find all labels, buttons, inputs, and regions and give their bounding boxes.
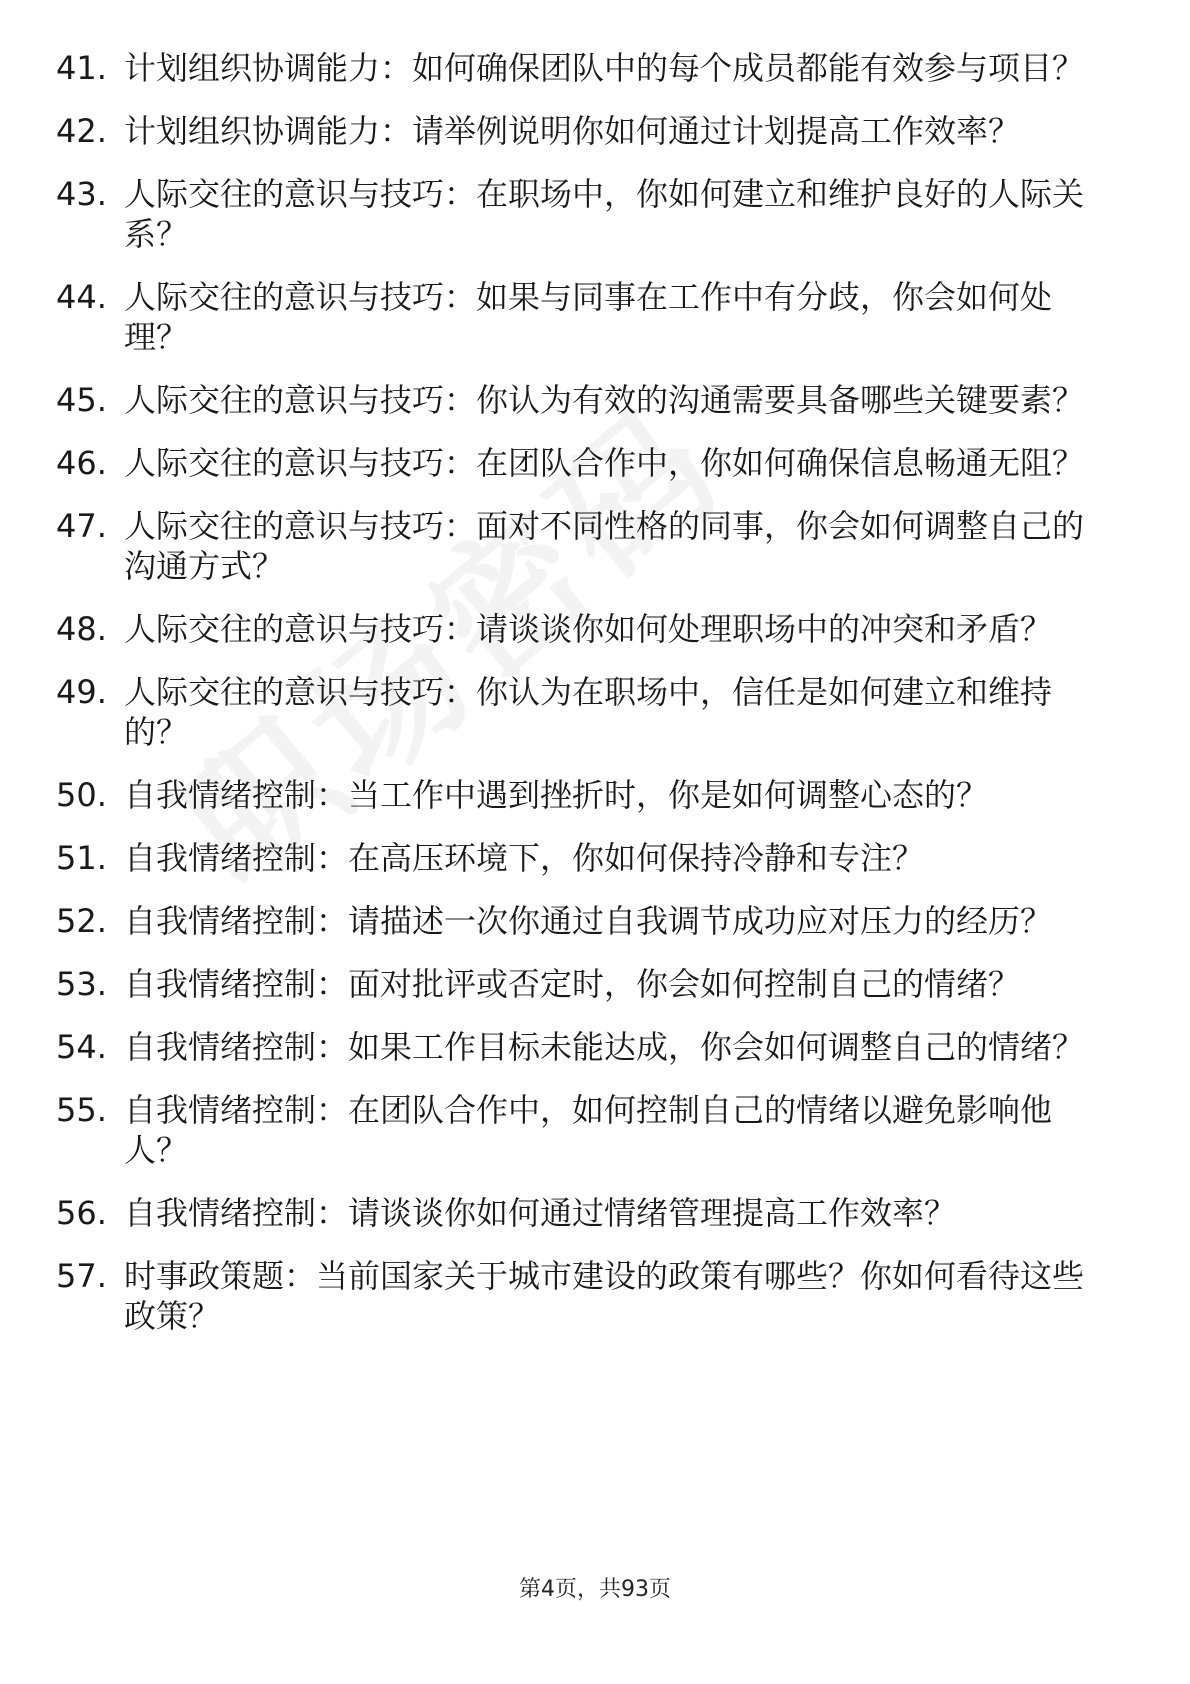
question-text: [124, 964, 1116, 1004]
question-number: 55.: [56, 1091, 107, 1129]
question-body: 如果工作目标未能达成，你会如何调整自己的情绪？: [348, 1028, 1085, 1066]
question-item: [56, 672, 1116, 752]
question-text: [124, 380, 1116, 420]
question-text: [124, 1193, 1116, 1233]
question-text: [124, 277, 1116, 357]
question-text: [124, 672, 1116, 752]
question-category: 人际交往的意识与技巧：: [124, 381, 477, 419]
question-category: 人际交往的意识与技巧：: [124, 175, 477, 213]
question-item: [56, 609, 1116, 649]
question-number: 45.: [56, 381, 107, 419]
question-item: [56, 1256, 1116, 1336]
question-category: 人际交往的意识与技巧：: [124, 673, 477, 711]
question-body: 你认为在职场中，信任是如何建立和维持的？: [124, 673, 1053, 751]
question-body: 当工作中遇到挫折时，你是如何调整心态的？: [348, 776, 989, 814]
question-category: 计划组织协调能力：: [124, 112, 413, 150]
question-item: [56, 277, 1116, 357]
question-body: 在职场中，你如何建立和维护良好的人际关系？: [124, 175, 1085, 253]
question-text: [124, 174, 1116, 254]
question-text: [124, 1256, 1116, 1336]
question-number: 57.: [56, 1257, 107, 1295]
question-item: [56, 1193, 1116, 1233]
question-item: [56, 1090, 1116, 1170]
question-item: [56, 838, 1116, 878]
page-number: 第4页，共93页: [519, 1577, 671, 1602]
question-number: 51.: [56, 839, 107, 877]
question-number: 53.: [56, 965, 107, 1003]
question-text: [124, 609, 1116, 649]
question-text: [124, 1027, 1116, 1067]
question-text: [124, 48, 1116, 88]
question-category: 自我情绪控制：: [124, 1194, 349, 1232]
question-body: 面对不同性格的同事，你会如何调整自己的沟通方式？: [124, 507, 1085, 585]
question-list: [56, 48, 1116, 1359]
question-number: 54.: [56, 1028, 107, 1066]
question-number: 44.: [56, 278, 107, 316]
question-body: 你认为有效的沟通需要具备哪些关键要素？: [476, 381, 1085, 419]
question-category: 自我情绪控制：: [124, 965, 349, 1003]
question-body: 如何确保团队中的每个成员都能有效参与项目？: [412, 49, 1085, 87]
question-body: 请谈谈你如何通过情绪管理提高工作效率？: [348, 1194, 957, 1232]
question-category: 自我情绪控制：: [124, 902, 349, 940]
question-body: 请举例说明你如何通过计划提高工作效率？: [412, 112, 1021, 150]
question-category: 人际交往的意识与技巧：: [124, 278, 477, 316]
question-item: [56, 443, 1116, 483]
question-category: 自我情绪控制：: [124, 776, 349, 814]
question-item: [56, 48, 1116, 88]
question-item: [56, 775, 1116, 815]
question-category: 自我情绪控制：: [124, 1091, 349, 1129]
question-number: 46.: [56, 444, 107, 482]
question-body: 在团队合作中，如何控制自己的情绪以避免影响他人？: [124, 1091, 1053, 1169]
question-category: 计划组织协调能力：: [124, 49, 413, 87]
question-number: 42.: [56, 112, 107, 150]
question-item: [56, 174, 1116, 254]
question-number: 41.: [56, 49, 107, 87]
question-category: 人际交往的意识与技巧：: [124, 610, 477, 648]
question-number: 48.: [56, 610, 107, 648]
question-text: [124, 775, 1116, 815]
question-number: 49.: [56, 673, 107, 711]
question-text: [124, 506, 1116, 586]
question-body: 在团队合作中，你如何确保信息畅通无阻？: [476, 444, 1085, 482]
question-category: 自我情绪控制：: [124, 1028, 349, 1066]
question-body: 在高压环境下，你如何保持冷静和专注？: [348, 839, 925, 877]
question-number: 43.: [56, 175, 107, 213]
question-text: [124, 1090, 1116, 1170]
question-item: [56, 901, 1116, 941]
question-number: 47.: [56, 507, 107, 545]
question-item: [56, 111, 1116, 151]
question-number: 56.: [56, 1194, 107, 1232]
question-category: 人际交往的意识与技巧：: [124, 444, 477, 482]
question-body: 请描述一次你通过自我调节成功应对压力的经历？: [348, 902, 1053, 940]
question-number: 50.: [56, 776, 107, 814]
question-text: [124, 111, 1116, 151]
question-text: [124, 443, 1116, 483]
question-number: 52.: [56, 902, 107, 940]
question-category: 时事政策题：: [124, 1257, 317, 1295]
question-item: [56, 964, 1116, 1004]
question-item: [56, 1027, 1116, 1067]
question-body: 面对批评或否定时，你会如何控制自己的情绪？: [348, 965, 1021, 1003]
question-category: 人际交往的意识与技巧：: [124, 507, 477, 545]
question-text: [124, 901, 1116, 941]
question-body: 如果与同事在工作中有分歧，你会如何处理？: [124, 278, 1053, 356]
question-item: [56, 506, 1116, 586]
question-body: 请谈谈你如何处理职场中的冲突和矛盾？: [476, 610, 1053, 648]
question-category: 自我情绪控制：: [124, 839, 349, 877]
question-item: [56, 380, 1116, 420]
question-text: [124, 838, 1116, 878]
question-body: 当前国家关于城市建设的政策有哪些？你如何看待这些政策？: [124, 1257, 1085, 1335]
